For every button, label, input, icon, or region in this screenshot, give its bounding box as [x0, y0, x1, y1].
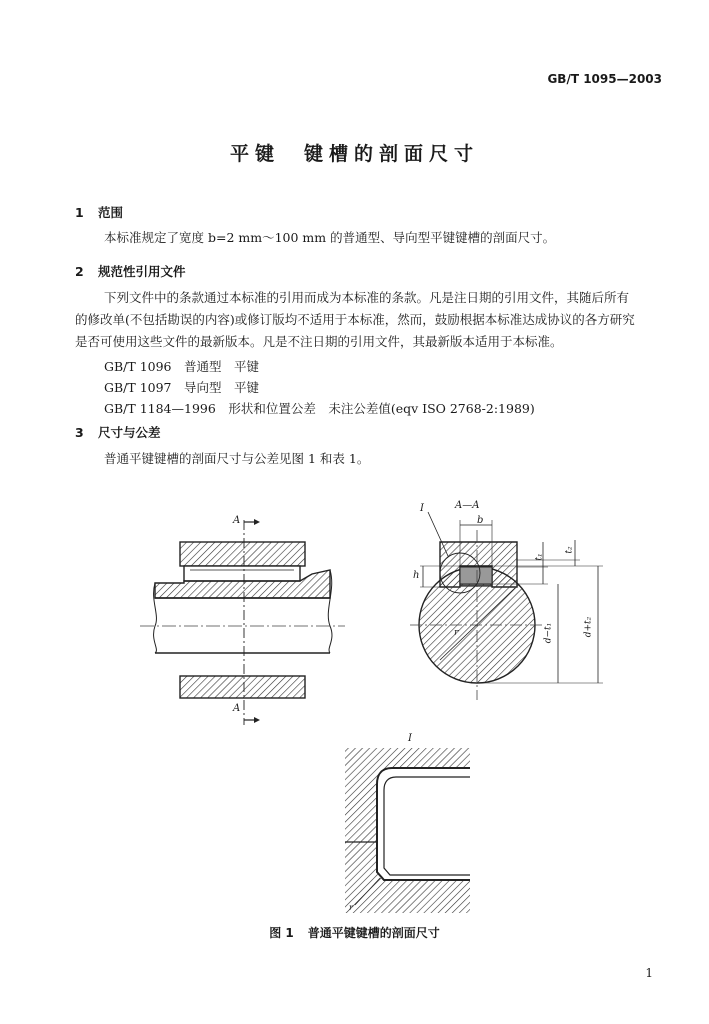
section-3-text: 普通平键键槽的剖面尺寸与公差见图 1 和表 1。	[104, 451, 370, 466]
section-2-line-2: 的修改单(不包括勘误的内容)或修订版均不适用于本标准，然而，鼓励根据本标准达成协议的各方研究	[75, 312, 635, 327]
section-label-top: A	[233, 515, 241, 526]
section-label-bottom: A	[233, 703, 241, 714]
detail-marker-label: I	[420, 503, 424, 514]
dim-t2-label: t₂	[564, 546, 575, 554]
reference-gbt-1096: GB/T 1096 普通型 平键	[104, 359, 260, 374]
section-1-heading: 1 范围	[75, 205, 124, 220]
dim-d-plus-t2-label: d+t₂	[583, 616, 594, 638]
title-part-1: 平键	[229, 143, 280, 165]
dim-t1-label: t₁	[534, 553, 545, 561]
title-part-2: 键槽的剖面尺寸	[304, 143, 480, 165]
dim-r-label-detail: r	[349, 903, 353, 912]
reference-gbt-1184: GB/T 1184—1996 形状和位置公差 未注公差值(eqv ISO 2768-2:1989)	[104, 401, 535, 416]
figure-number: 图 1	[269, 926, 294, 940]
dim-h-label: h	[413, 570, 420, 581]
detail-i-title: I	[408, 733, 412, 744]
section-2-line-1: 下列文件中的条款通过本标准的引用而成为本标准的条款。凡是注日期的引用文件，其随后所有	[104, 290, 630, 305]
section-1-text: 本标准规定了宽度 b=2 mm～100 mm 的普通型、导向型平键键槽的剖面尺寸。	[104, 230, 556, 245]
standard-number: GB/T 1095—2003	[547, 72, 662, 86]
reference-gbt-1097: GB/T 1097 导向型 平键	[104, 380, 260, 395]
dim-d-minus-t1-label: d−t₁	[543, 622, 554, 644]
side-view	[140, 519, 345, 725]
detail-i-view	[345, 748, 470, 913]
section-view-label: A—A	[455, 500, 480, 511]
section-2-heading: 2 规范性引用文件	[75, 264, 186, 279]
section-2-line-3: 是否可使用这些文件的最新版本。凡是不注日期的引用文件，其最新版本适用于本标准。	[75, 334, 563, 349]
dim-b-label: b	[477, 515, 484, 526]
page-number: 1	[645, 966, 653, 980]
section-3-heading: 3 尺寸与公差	[75, 425, 161, 440]
cross-section-view	[410, 512, 603, 700]
figure-caption-text: 普通平键键槽的剖面尺寸	[307, 926, 440, 940]
figure-1-caption	[0, 924, 709, 941]
dim-r-label-section: r	[454, 628, 459, 638]
